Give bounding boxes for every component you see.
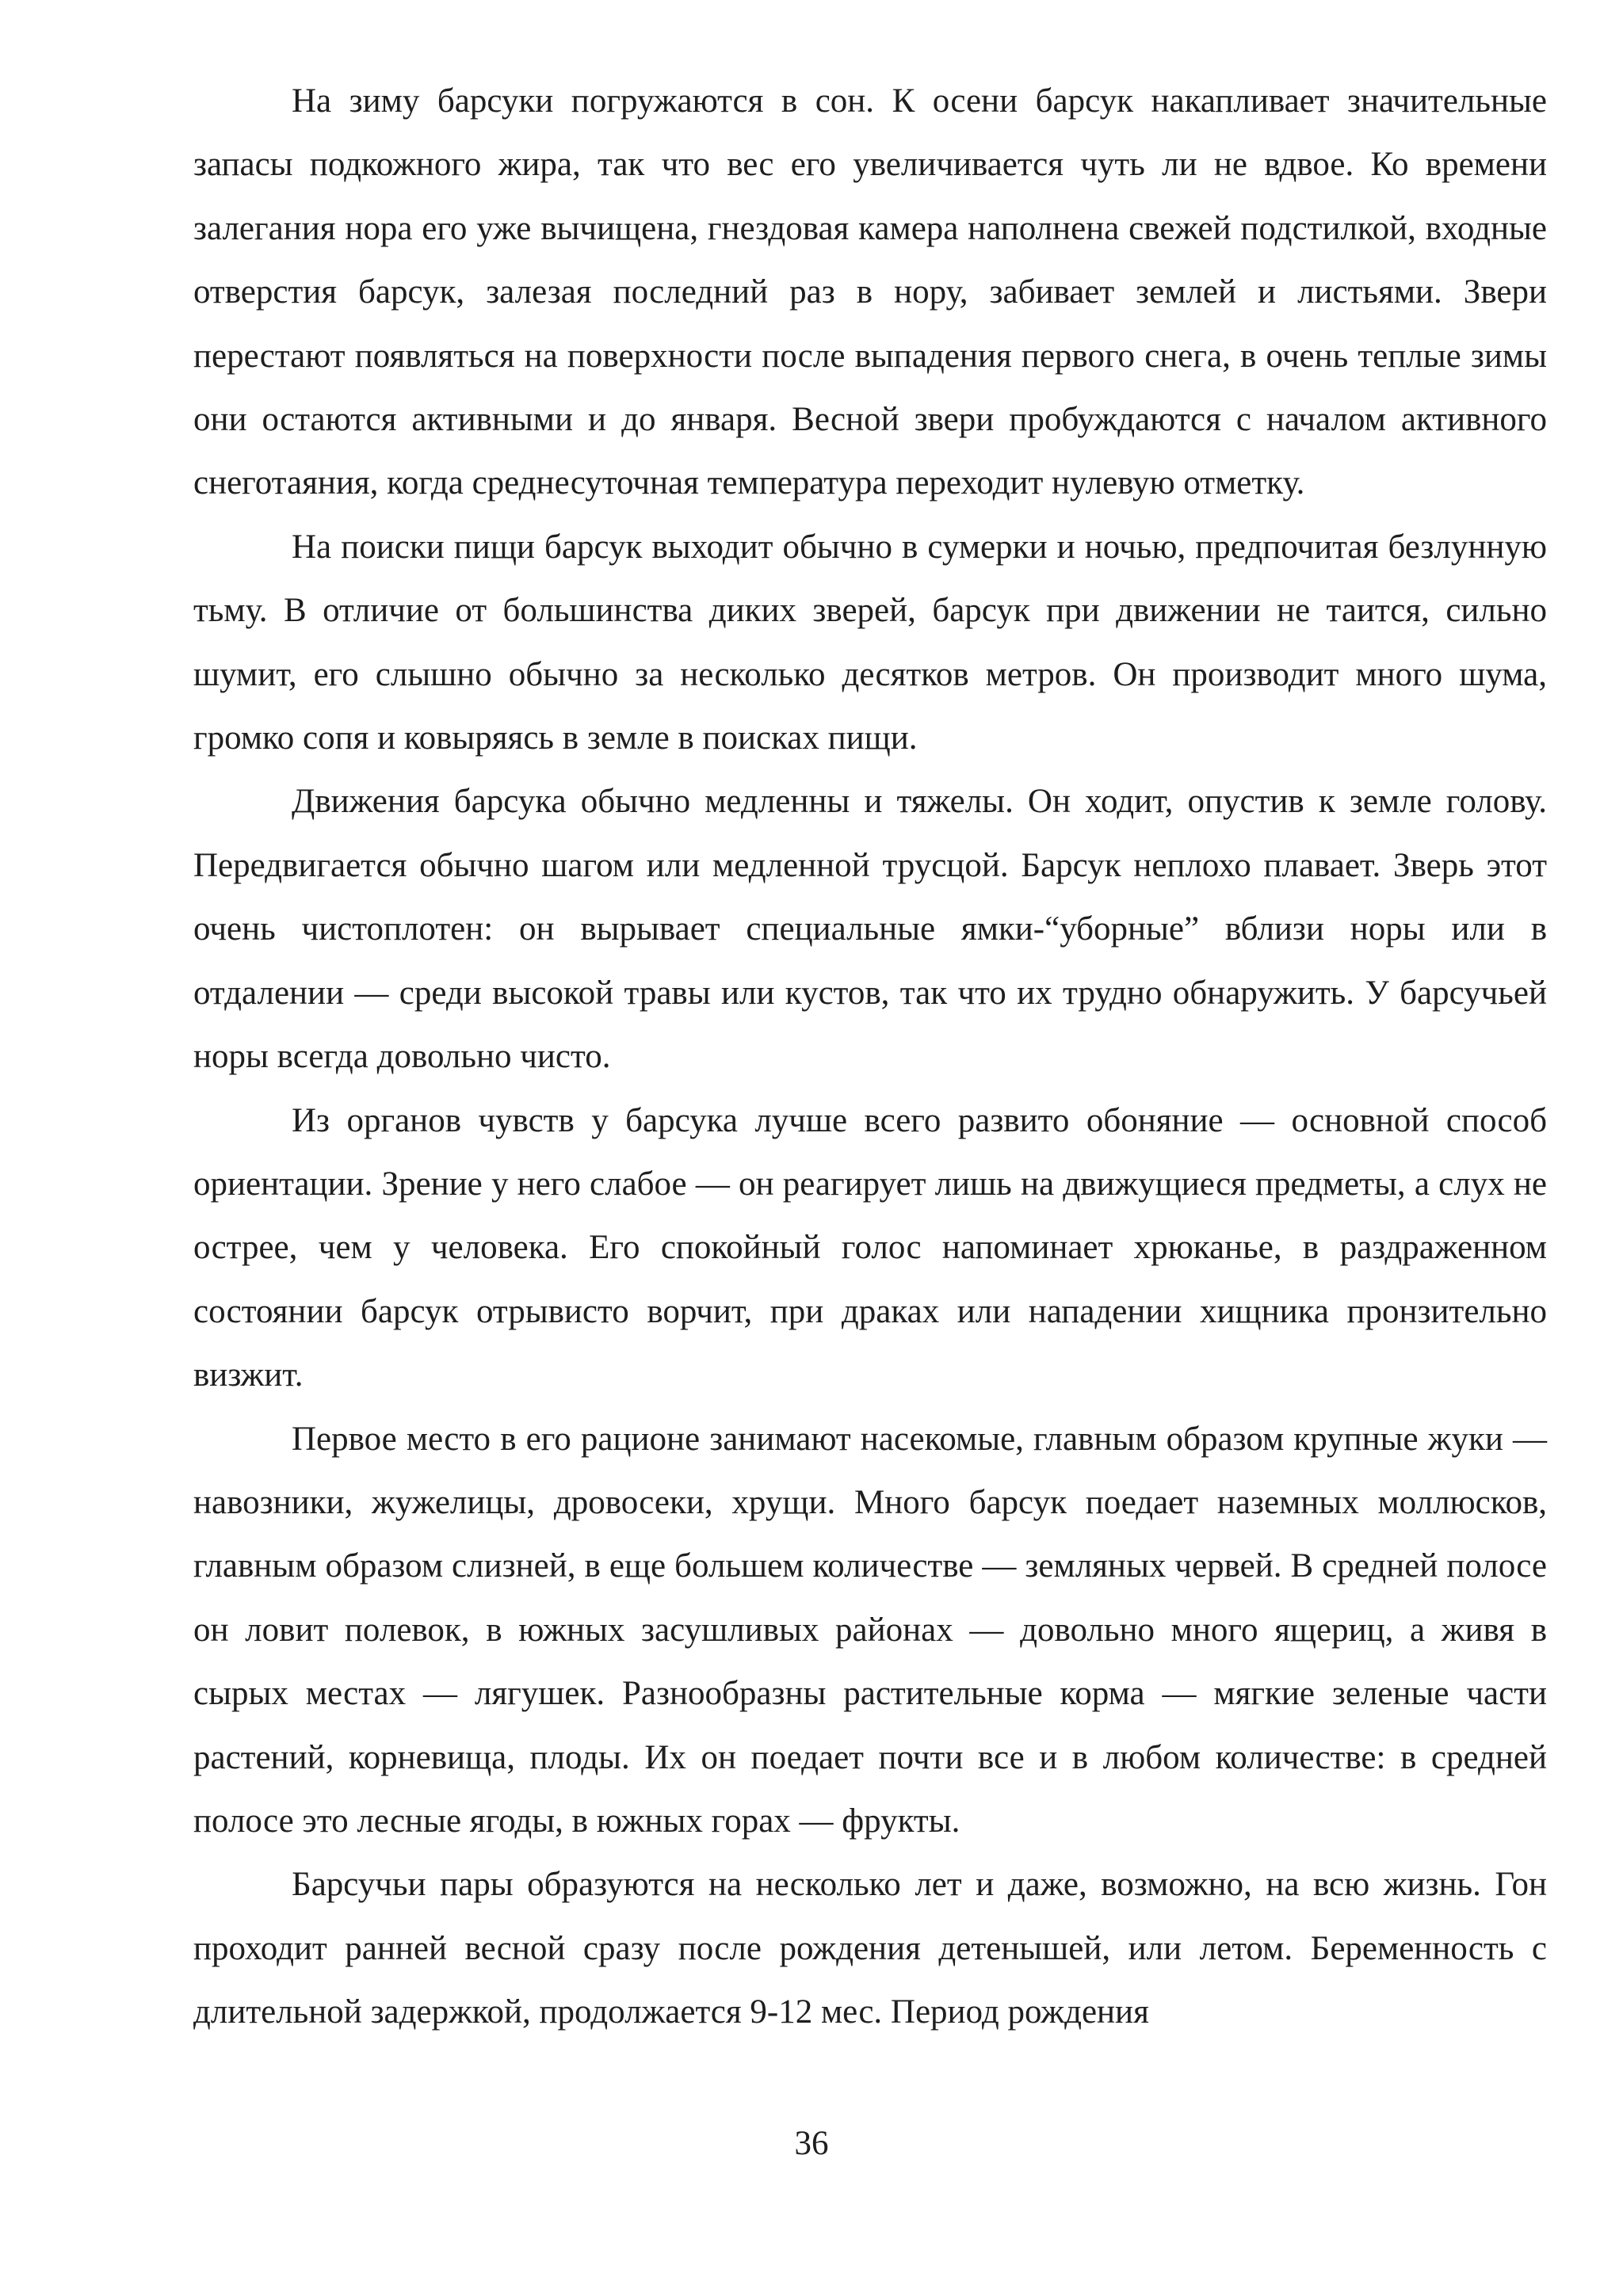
paragraph-breeding: Барсучьи пары образуются на несколько лет и даже, возможно, на всю жизнь. Гон проходит ранней весной сразу после рождения детенышей, или летом. Беременность с длительной задержкой, продолжается 9-12 мес. Период рождения [193,1866,1547,2031]
paragraph-movement: Движения барсука обычно медленны и тяжелы. Он ходит, опустив к земле голову. Передвигается обычно шагом или медленной трусцой. Барсук неплохо плавает. Зверь этот очень чистоплотен: он вырывает специальные ямки-“уборные” вблизи норы или в отдалении — среди высокой травы или кустов, так что их трудно обнаружить. У барсучьей норы всегда довольно чисто. [193,783,1547,1076]
paragraph-senses: Из органов чувств у барсука лучше всего развито обоняние — основной способ ориентации. Зрение у него слабое — он реагирует лишь на движущиеся предметы, а слух не острее, чем у человека. Его спокойный голос напоминает хрюканье, в раздраженном состоянии барсук отрывисто ворчит, при драках или нападении хищника пронзительно визжит. [193,1101,1547,1394]
body-text [193,70,1547,2045]
paragraph-diet: Первое место в его рационе занимают насекомые, главным образом крупные жуки — навозники, жужелицы, дровосеки, хрущи. Много барсук поедает наземных моллюсков, главным образом слизней, в еще большем количестве — земляных червей. В средней полосе он ловит полевок, в южных засушливых районах — довольно много ящериц, а живя в сырых местах — лягушек. Разнообразны растительные корма — мягкие зеленые части растений, корневища, плоды. Их он поедает почти все и в любом количестве: в средней полосе это лесные ягоды, в южных горах — фрукты. [193,1420,1547,1840]
paragraph-foraging: На поиски пищи барсук выходит обычно в сумерки и ночью, предпочитая безлунную тьму. В отличие от большинства диких зверей, барсук при движении не таится, сильно шумит, его слышно обычно за несколько десятков метров. Он производит много шума, громко сопя и ковыряясь в земле в поисках пищи. [193,528,1547,757]
page-number: 36 [794,2125,829,2162]
paragraph-hibernation: На зиму барсуки погружаются в сон. К осени барсук накапливает значительные запасы подкожного жира, так что вес его увеличивается чуть ли не вдвое. Ко времени залегания нора его уже вычищена, гнездовая камера наполнена свежей подстилкой, входные отверстия барсук, залезая последний раз в нору, забивает землей и листьями. Звери перестают появляться на поверхности после выпадения первого снега, в очень теплые зимы они остаются активными и до января. Весной звери пробуждаются с началом активного снеготаяния, когда среднесуточная температура переходит нулевую отметку. [193,82,1547,502]
